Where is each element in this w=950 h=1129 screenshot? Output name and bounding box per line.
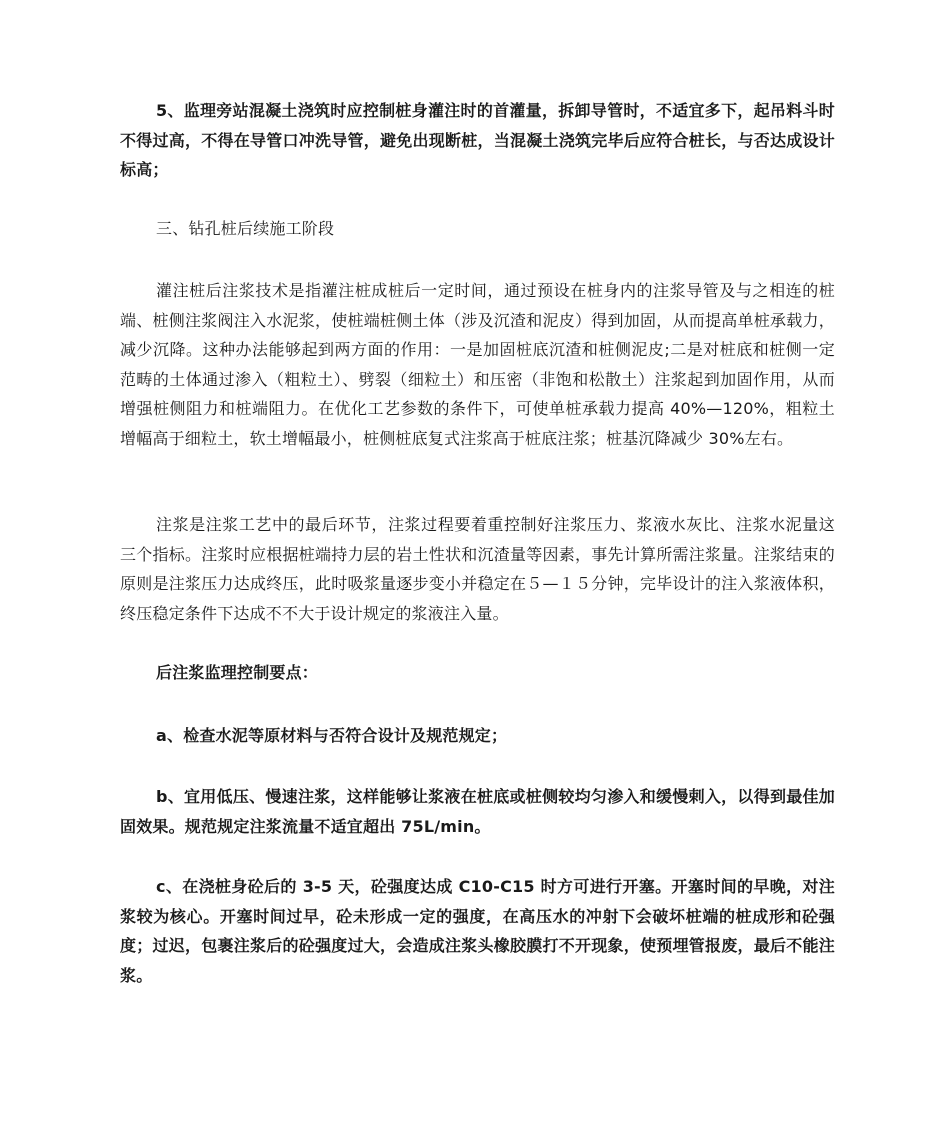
section-heading-followup-stage: 三、钻孔桩后续施工阶段: [156, 219, 335, 238]
list-item-c: c、在浇桩身砼后的 3-5 天，砼强度达成 C10-C15 时方可进行开塞。开塞时间的早晚，对注浆较为核心。开塞时间过早，砼未形成一定的强度，在高压水的冲射下会破坏桩端的桩成形和砼强度；过迟，包裹注浆后的砼强度过大，会造成注浆头橡胶膜打不开现象，使预埋管报废，最后不能注浆。: [120, 877, 835, 985]
paragraph-pour-control: 5、监理旁站混凝土浇筑时应控制桩身灌注时的首灌量，拆卸导管时，不适宜多下，起吊料斗时不得过高，不得在导管口冲洗导管，避免出现断桩，当混凝土浇筑完毕后应符合桩长，与否达成设计标高；: [120, 101, 835, 179]
heading-supervision-points: 后注浆监理控制要点：: [156, 663, 319, 682]
paragraph-post-grouting-intro: 灌注桩后注浆技术是指灌注桩成桩后一定时间，通过预设在桩身内的注浆导管及与之相连的桩端、桩侧注浆阀注入水泥浆，使桩端桩侧土体（涉及沉渣和泥皮）得到加固，从而提高单桩承载力，减少沉降。这种办法能够起到两方面的作用：一是加固桩底沉渣和桩侧泥皮;二是对桩底和桩侧一定范畴的土体通过渗入（粗粒土）、劈裂（细粒土）和压密（非饱和松散土）注浆起到加固作用，从而增强桩侧阻力和桩端阻力。在优化工艺参数的条件下，可使单桩承载力提高 40%—120%，粗粒土增幅高于细粒土，软土增幅最小，桩侧桩底复式注浆高于桩底注浆；桩基沉降减少 30%左右。: [120, 281, 835, 448]
list-item-a: a、检查水泥等原材料与否符合设计及规范规定；: [156, 726, 508, 745]
list-item-b: b、宜用低压、慢速注浆，这样能够让浆液在桩底或桩侧较均匀渗入和缓慢剌入，以得到最佳加固效果。规范规定注浆流量不适宜超出 75L/min。: [120, 787, 835, 836]
paragraph-grouting-process: 注浆是注浆工艺中的最后环节，注浆过程要着重控制好注浆压力、浆液水灰比、注浆水泥量这三个指标。注浆时应根据桩端持力层的岩土性状和沉渣量等因素，事先计算所需注浆量。注浆结束的原则是注浆压力达成终压，此时吸浆量逐步变小并稳定在５—１５分钟，完毕设计的注入浆液体积，终压稳定条件下达成不不大于设计规定的浆液注入量。: [120, 515, 835, 623]
